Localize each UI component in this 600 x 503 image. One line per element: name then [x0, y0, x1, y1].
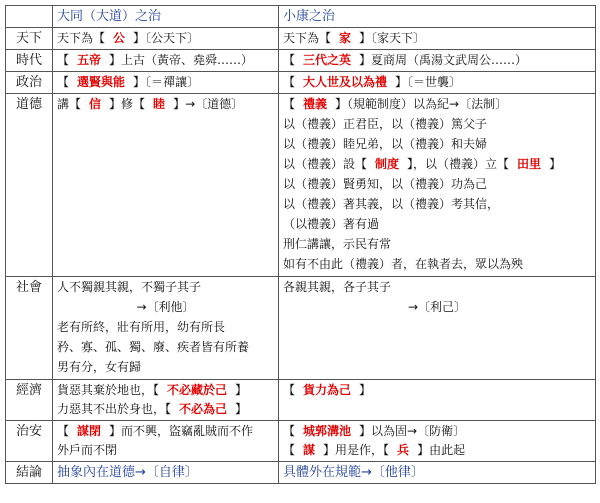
- text-line: 以（禮義）正君臣，以（禮義）篤父子: [283, 117, 488, 131]
- header-xiaokang: 小康之治: [279, 6, 596, 28]
- text: 】以為固→〔防衛〕: [359, 424, 466, 438]
- keyword: 田里: [517, 157, 542, 171]
- cell-shehui-xiaokang: [279, 277, 596, 380]
- text: 【: [283, 75, 296, 89]
- text-line: 老有所終，壯有所用，幼有所長: [57, 320, 226, 334]
- row-jingji: [6, 380, 596, 421]
- keyword: 制度: [375, 157, 400, 171]
- text: 】用是作，【: [323, 443, 390, 457]
- header-datong: 大同（大道）之治: [53, 6, 279, 28]
- text: 貨惡其棄於地也，【: [57, 383, 160, 397]
- row-label-jielun: 結論: [6, 462, 53, 484]
- cell-jingji-datong: [53, 380, 279, 421]
- text: 】而不興，盜竊亂賊而不作: [109, 424, 254, 438]
- text: 】修【: [109, 97, 146, 111]
- text: 】〔＝禪讓〕: [133, 75, 200, 89]
- row-label-shehui: 社會: [6, 277, 53, 380]
- keyword: 五帝: [77, 53, 102, 67]
- text-line: 男有分，女有歸: [57, 360, 142, 374]
- text: 【: [283, 97, 296, 111]
- text: 】夏商周（禹湯文武周公……）: [359, 53, 528, 67]
- keyword: 選賢與能: [77, 75, 126, 89]
- text-line: →〔利己〕: [407, 300, 467, 314]
- row-label-zhengzhi: 政治: [6, 72, 53, 94]
- text-line: →〔利他〕: [136, 300, 195, 314]
- text-line: 以（禮義）賢勇知，以（禮義）功為己: [283, 177, 488, 191]
- cell-shidai-datong: [53, 50, 279, 72]
- row-label-daode: 道德: [6, 94, 53, 277]
- keyword: 貨力為己: [303, 383, 352, 397]
- text: 天下為【: [283, 31, 332, 45]
- text-line: 以（禮義）睦兄弟，以（禮義）和夫婦: [283, 137, 488, 151]
- cell-daode-datong: [53, 94, 279, 277]
- row-zhengzhi: [6, 72, 596, 94]
- cell-tianxia-xiaokang: [279, 28, 596, 50]
- cell-jielun-xiaokang: 具體外在規範→〔他律〕: [279, 462, 596, 484]
- row-daode: [6, 94, 596, 277]
- row-jielun: [6, 462, 596, 484]
- keyword: 大人世及以為禮: [303, 75, 388, 89]
- text: 以（禮義）設【: [283, 157, 368, 171]
- comparison-table: [5, 5, 596, 484]
- text: 】，以（禮義）立【: [407, 157, 510, 171]
- text: 】: [549, 157, 562, 171]
- text: 】〔公天下〕: [133, 31, 200, 45]
- row-tianxia: [6, 28, 596, 50]
- row-label-shidai: 時代: [6, 50, 53, 72]
- keyword: 不必藏於己: [167, 383, 228, 397]
- text: 】: [235, 402, 248, 416]
- keyword: 兵: [397, 443, 410, 457]
- keyword: 禮義: [303, 97, 328, 111]
- text-line: 矜、寡、孤、獨、廢、疾者皆有所養: [57, 340, 250, 354]
- keyword: 謀閉: [77, 424, 102, 438]
- text: 】由此起: [417, 443, 466, 457]
- row-shidai: [6, 50, 596, 72]
- row-zhian: [6, 421, 596, 462]
- header-corner: [6, 6, 53, 28]
- header-row: [6, 6, 596, 28]
- text: 】上古（黃帝、堯舜……）: [109, 53, 254, 67]
- text-line: 各親其親，各子其子: [283, 280, 392, 294]
- cell-shehui-datong: [53, 277, 279, 380]
- text-line: 如有不由此（禮義）者，在執者去，眾以為殃: [283, 257, 524, 271]
- cell-zhengzhi-xiaokang: [279, 72, 596, 94]
- text: 】→〔道德〕: [173, 97, 244, 111]
- cell-jielun-datong: 抽象內在道德→〔自律〕: [53, 462, 279, 484]
- comparison-sheet: [5, 5, 595, 484]
- text: 【: [57, 424, 70, 438]
- text: 】: [235, 383, 248, 397]
- text: 【: [57, 53, 70, 67]
- text: 【: [283, 443, 296, 457]
- row-label-zhian: 治安: [6, 421, 53, 462]
- cell-tianxia-datong: [53, 28, 279, 50]
- text: 天下為【: [57, 31, 106, 45]
- text: 【: [283, 53, 296, 67]
- text: 【: [283, 383, 296, 397]
- row-label-jingji: 經濟: [6, 380, 53, 421]
- keyword: 三代之英: [303, 53, 352, 67]
- keyword: 謀: [303, 443, 316, 457]
- keyword: 信: [89, 97, 102, 111]
- cell-jingji-xiaokang: [279, 380, 596, 421]
- text: 【: [283, 424, 296, 438]
- cell-zhengzhi-datong: [53, 72, 279, 94]
- keyword: 睦: [153, 97, 166, 111]
- text-line: 以（禮義）著其義，以（禮義）考其信，: [283, 197, 500, 211]
- keyword: 家: [339, 31, 352, 45]
- row-label-tianxia: 天下: [6, 28, 53, 50]
- row-shehui: [6, 277, 596, 380]
- text-line: 刑仁講讓，示民有常: [283, 237, 392, 251]
- text: 講【: [57, 97, 82, 111]
- cell-shidai-xiaokang: [279, 50, 596, 72]
- text: 力惡其不出於身也，【: [57, 402, 172, 416]
- text: 】: [359, 383, 372, 397]
- cell-zhian-xiaokang: [279, 421, 596, 462]
- text-line: （以禮義）著有過: [283, 217, 380, 231]
- text: 】（規範制度）以為紀→〔法制〕: [335, 97, 508, 111]
- cell-daode-xiaokang: [279, 94, 596, 277]
- keyword: 城郭溝池: [303, 424, 352, 438]
- cell-zhian-datong: [53, 421, 279, 462]
- text-line: 人不獨親其親，不獨子其子: [57, 280, 202, 294]
- text: 】〔＝世襲〕: [395, 75, 462, 89]
- text: 【: [57, 75, 70, 89]
- text-line: 外戶而不閉: [57, 443, 118, 457]
- keyword: 公: [113, 31, 126, 45]
- keyword: 不必為己: [179, 402, 228, 416]
- text: 】〔家天下〕: [359, 31, 426, 45]
